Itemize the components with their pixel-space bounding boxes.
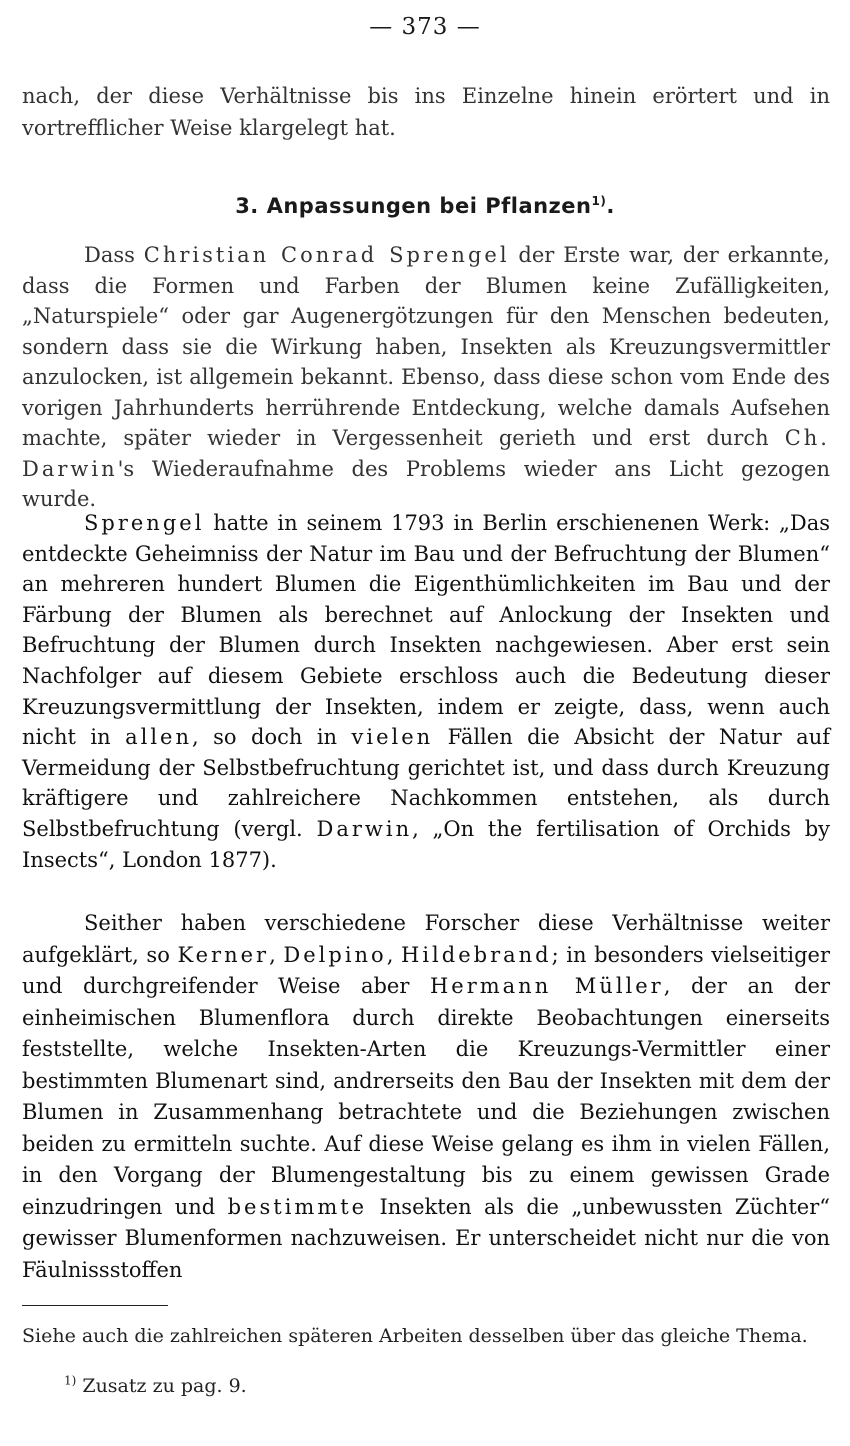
section-heading xyxy=(0,194,850,218)
person-name-hermann-mueller: Hermann Müller xyxy=(429,974,664,998)
section-heading-footnote-mark: 1) xyxy=(591,194,607,208)
footnote-1 xyxy=(64,1374,247,1398)
emphasis-vielen: vielen xyxy=(351,725,434,750)
page-number: — 373 — xyxy=(369,14,481,40)
text-run: Fällen die Absicht der Natur auf Vermeidung der Selbstbefruchtung gerichtet ist, und dass durch Kreuzung kräftigere und zahlreichere Nachkommen entstehen, als durch Selbstbefruchtung (vergl. xyxy=(22,725,830,841)
section-heading-text: 3. Anpassungen bei Pflanzen xyxy=(235,194,592,218)
person-name-darwin: Ch. Darwin xyxy=(22,426,830,481)
paragraph-sprengel-intro xyxy=(22,240,830,515)
text-run: Seither haben verschiedene Forscher diese Verhältnisse weiter aufgeklärt, so xyxy=(22,911,830,967)
person-name-hildebrand: Hildebrand xyxy=(401,942,552,967)
text-run: hatte in seinem 1793 in Berlin erschienenen Werk: „Das entdeckte Geheimniss der Natur im Bau und der Befruchtung der Blumen“ an mehreren hundert Blumen die Eigenthümlichkeiten im Bau und der Färbung der Blumen als berechnet auf Anlockung der Insekten und Befruchtung der Blumen durch Insekten nachgewiesen. Aber erst sein Nachfolger auf diesem Gebiete erschloss auch die Bedeutung dieser Kreuzungsvermittlung der Insekten, indem er zeigte, dass, wenn auch nicht in xyxy=(22,511,830,750)
heading-period: . xyxy=(606,194,615,218)
person-name-darwin: Darwin xyxy=(316,816,413,841)
text-run: , xyxy=(386,942,402,967)
footnote-divider xyxy=(22,1305,168,1306)
text-run: , der an der einheimischen Blumenflora durch direkte Beobachtungen einerseits feststellte, welche Insekten-Arten die Kreuzungs-Vermittler einer bestimmten Blumenart sind, andrerseits den Bau der Insekten mit dem der Blumen in Zusammenhang betrachtete und die Beziehungen zwischen beiden zu ermitteln suchte. Auf diese Weise gelang es ihm in vielen Fällen, in den Vorgang der Blumengestaltung bis zu einem gewissen Grade einzudringen und xyxy=(22,974,830,1219)
text-run: , so doch in xyxy=(192,725,352,750)
person-name-sprengel: Sprengel xyxy=(84,511,205,535)
footnote-text: Siehe auch die zahlreichen späteren Arbeiten desselben über das gleiche Thema. xyxy=(22,1325,808,1347)
footnote-reference: Zusatz zu pag. 9. xyxy=(76,1375,247,1397)
intro-paragraph: nach, der diese Verhältnisse bis ins Einzelne hinein erörtert und in vortrefflicher Weise klargelegt hat. xyxy=(22,84,830,140)
text-run: , xyxy=(269,942,284,967)
emphasis-allen: allen xyxy=(125,725,193,750)
footnote-mark: 1) xyxy=(64,1373,77,1388)
text-run: Dass xyxy=(84,243,144,267)
paragraph-sprengel-work xyxy=(22,508,830,875)
person-name-delpino: Delpino xyxy=(283,942,387,967)
text-run: Insekten als die „unbewussten Züchter“ gewisser Blumenformen nachzuweisen. Er unterscheidet nicht nur die von Fäulnissstoffen xyxy=(22,1194,830,1282)
text-run: 's Wiederaufnahme des Problems wieder ans Licht gezogen wurde. xyxy=(22,456,830,511)
text-run: , „On the fertilisation of Orchids by Insects“, London 1877). xyxy=(22,816,831,872)
paragraph-later-researchers xyxy=(22,908,830,1286)
emphasis-bestimmte: bestimmte xyxy=(227,1194,368,1219)
person-name-kerner: Kerner xyxy=(177,942,270,967)
person-name-sprengel: Christian Conrad Sprengel xyxy=(143,243,510,267)
text-run: ; in besonders vielseitiger und durchgreifender Weise aber xyxy=(22,942,831,998)
text-run: der Erste war, der erkannte, dass die Formen und Farben der Blumen keine Zufälligkeiten, „Naturspiele“ oder gar Augenergötzungen für den Menschen bedeuten, sondern dass sie die Wirkung haben, Insekten als Kreuzungsvermittler anzulocken, ist allgemein bekannt. Ebenso, dass diese schon vom Ende des vorigen Jahrhunderts herrührende Entdeckung, welche damals Aufsehen machte, später wieder in Vergessenheit gerieth und erst durch xyxy=(22,243,830,450)
